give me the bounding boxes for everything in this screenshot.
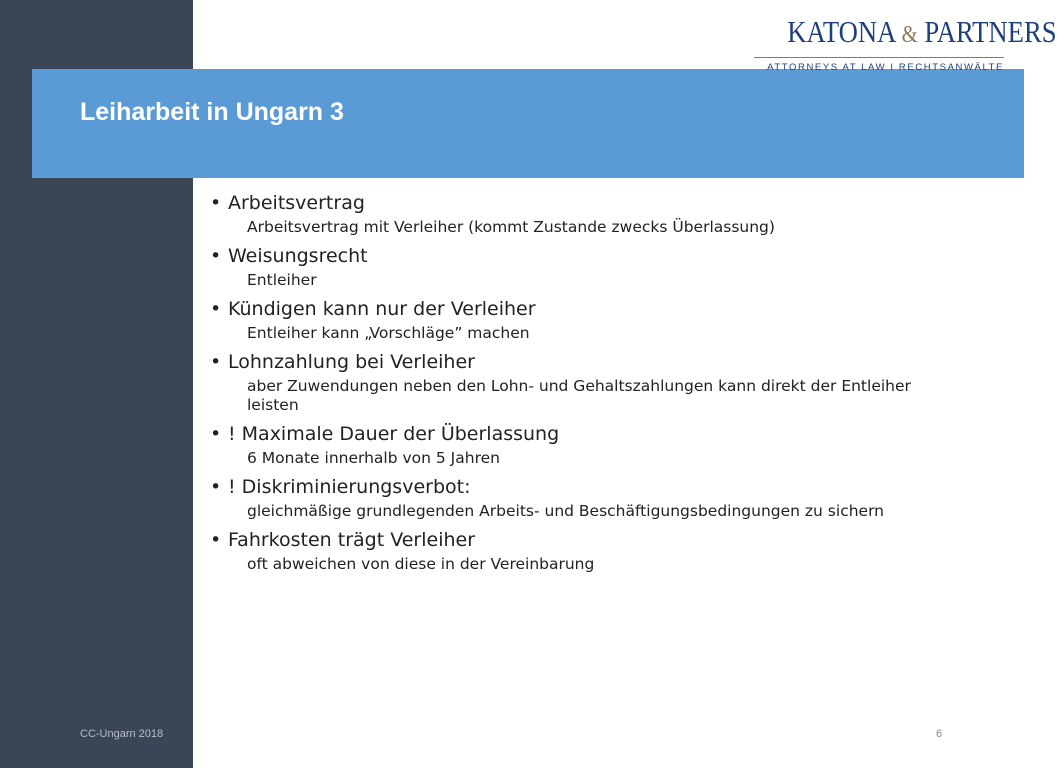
logo-divider bbox=[754, 57, 1004, 58]
company-logo bbox=[752, 14, 1057, 73]
list-item bbox=[210, 349, 920, 415]
bullet-heading: • Kündigen kann nur der Verleiher bbox=[210, 296, 920, 322]
bullet-detail: gleichmäßige grundlegenden Arbeits- und Beschäftigungsbedingungen zu sichern bbox=[247, 502, 884, 520]
bullet-detail: oft abweichen von diese in der Vereinbarung bbox=[247, 555, 595, 573]
bullet-heading: • Weisungsrecht bbox=[210, 243, 920, 269]
logo-name-right: PARTNERS bbox=[924, 14, 1057, 49]
bullet-detail: Entleiher kann „Vorschläge” machen bbox=[247, 324, 530, 342]
footer-label: CC-Ungarn 2018 bbox=[80, 728, 164, 740]
logo-wordmark bbox=[787, 14, 1057, 53]
bullet-detail: Arbeitsvertrag mit Verleiher (kommt Zustande zwecks Überlassung) bbox=[247, 218, 775, 236]
bullet-heading: • Lohnzahlung bei Verleiher bbox=[210, 349, 920, 375]
bullet-heading: • ! Maximale Dauer der Überlassung bbox=[210, 421, 920, 447]
bullet-list bbox=[210, 190, 920, 580]
bullet-heading: • Fahrkosten trägt Verleiher bbox=[210, 527, 920, 553]
list-item bbox=[210, 190, 920, 237]
list-item bbox=[210, 296, 920, 343]
list-item bbox=[210, 243, 920, 290]
bullet-heading: • ! Diskriminierungsverbot: bbox=[210, 474, 920, 500]
list-item bbox=[210, 421, 920, 468]
logo-subtitle: ATTORNEYS AT LAW I RECHTSANWÄLTE bbox=[767, 62, 1004, 73]
bullet-heading: • Arbeitsvertrag bbox=[210, 190, 920, 216]
list-item bbox=[210, 474, 920, 521]
logo-name-left: KATONA bbox=[787, 14, 895, 49]
list-item bbox=[210, 527, 920, 574]
bullet-detail: aber Zuwendungen neben den Lohn- und Gehaltszahlungen kann direkt der Entleiher leisten bbox=[247, 377, 911, 414]
bullet-detail: 6 Monate innerhalb von 5 Jahren bbox=[247, 449, 500, 467]
bullet-detail: Entleiher bbox=[247, 271, 317, 289]
slide-title: Leiharbeit in Ungarn 3 bbox=[80, 98, 344, 126]
page-number: 6 bbox=[936, 728, 943, 740]
logo-ampersand: & bbox=[901, 22, 918, 48]
